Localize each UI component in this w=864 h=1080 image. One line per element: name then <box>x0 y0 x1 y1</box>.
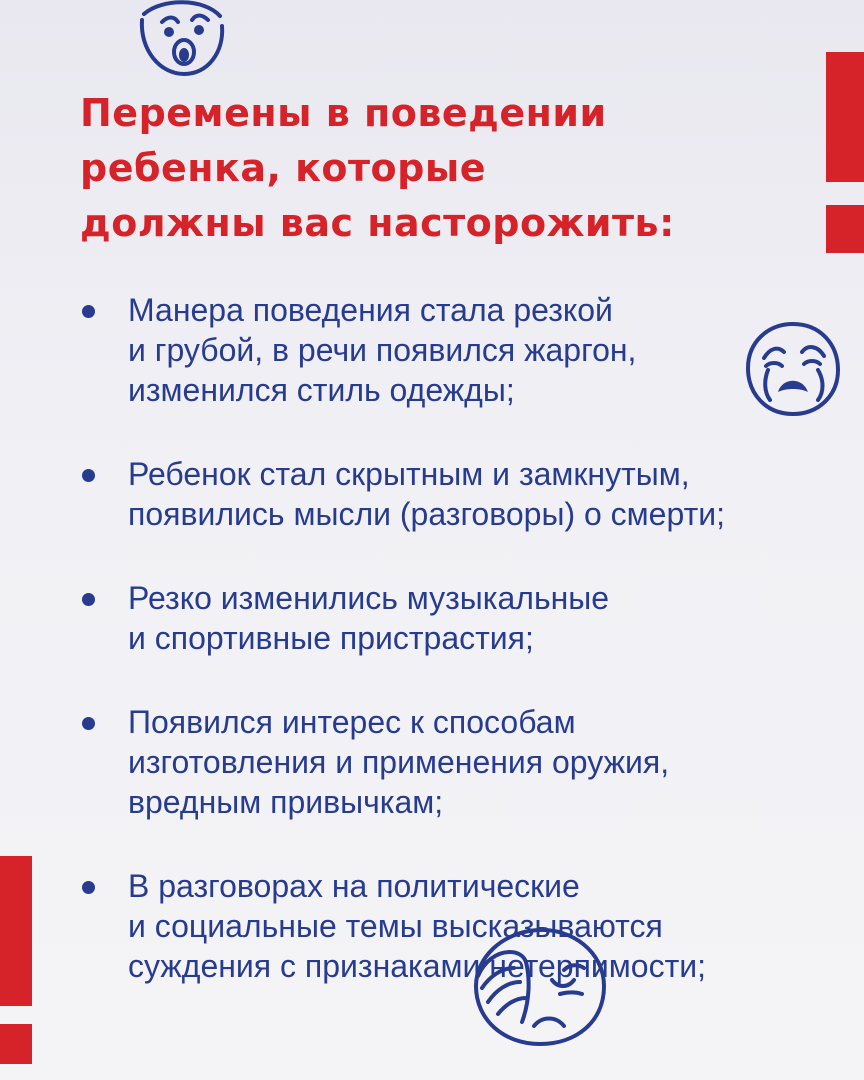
list-item-text: изготовления и применения оружия, <box>128 744 670 780</box>
list-item-text: суждения с признаками нетерпимости; <box>128 948 707 984</box>
title-line: Перемены в поведении <box>80 91 607 135</box>
list-item-text: Резко изменились музыкальные <box>128 580 610 616</box>
title-line: должны вас насторожить: <box>80 201 675 245</box>
list-item-text: вредным привычкам; <box>128 784 444 820</box>
bullet-icon <box>82 305 95 318</box>
warning-signs-list <box>82 290 842 1030</box>
list-item-text: и спортивные пристрастия; <box>128 620 534 656</box>
list-item <box>82 578 842 658</box>
list-item <box>82 290 842 410</box>
list-item-text: Манера поведения стала резкой <box>128 292 613 328</box>
list-item-text: изменился стиль одежды; <box>128 372 515 408</box>
list-item-text: и социальные темы высказываются <box>128 908 663 944</box>
bullet-icon <box>82 593 95 606</box>
list-item-text: В разговорах на политические <box>128 868 580 904</box>
shocked-face-icon <box>132 0 232 82</box>
bullet-icon <box>82 469 95 482</box>
page-title <box>80 86 780 251</box>
bullet-icon <box>82 717 95 730</box>
list-item <box>82 866 842 986</box>
list-item-text: и грубой, в речи появился жаргон, <box>128 332 637 368</box>
list-item-text: появились мысли (разговоры) о смерти; <box>128 496 725 532</box>
list-item <box>82 454 842 534</box>
list-item-text: Ребенок стал скрытным и замкнутым, <box>128 456 690 492</box>
bullet-icon <box>82 881 95 894</box>
title-line: ребенка, которые <box>80 146 486 190</box>
list-item-text: Появился интерес к способам <box>128 704 576 740</box>
list-item <box>82 702 842 822</box>
